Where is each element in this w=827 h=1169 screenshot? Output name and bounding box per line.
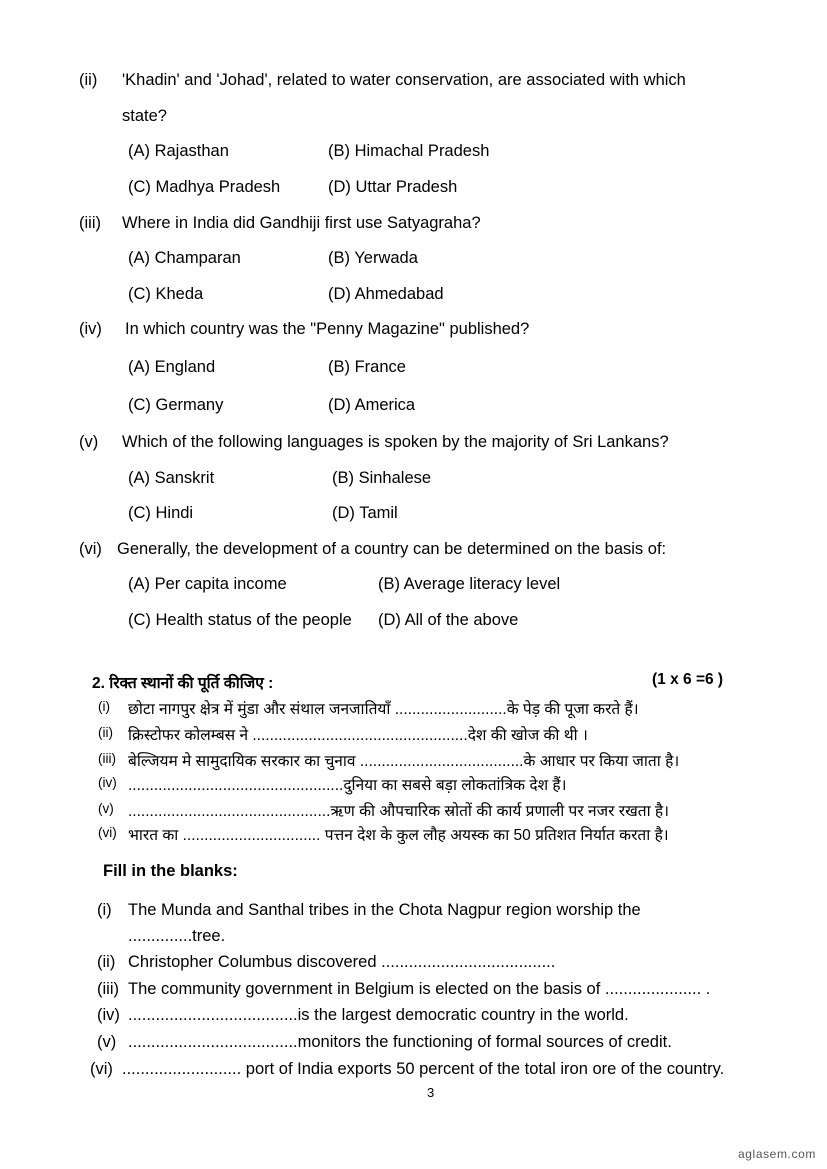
option-b: (B) Sinhalese (332, 469, 432, 487)
english-item-text-continued: ..............tree. (128, 927, 226, 945)
question-text: In which country was the "Penny Magazine" published? (125, 320, 530, 338)
english-item-number: (ii) (97, 953, 116, 971)
english-item-number: (iv) (97, 1006, 120, 1024)
question-number: (v) (79, 433, 99, 451)
option-a: (A) Per capita income (128, 575, 287, 593)
option-c: (C) Kheda (128, 285, 204, 303)
option-c: (C) Germany (128, 396, 224, 414)
english-item-text: The community government in Belgium is elected on the basis of ..................... . (128, 980, 711, 998)
english-item-number: (v) (97, 1033, 117, 1051)
hindi-item-number: (iv) (98, 775, 117, 790)
section-marks: (1 x 6 =6 ) (652, 671, 724, 688)
option-a: (A) Sanskrit (128, 469, 215, 487)
question-text: Where in India did Gandhiji first use Satyagraha? (122, 214, 481, 232)
option-a: (A) England (128, 358, 216, 376)
option-c: (C) Health status of the people (128, 611, 352, 629)
option-b: (B) France (328, 358, 406, 376)
option-c: (C) Hindi (128, 504, 194, 522)
question-number: (iv) (79, 320, 102, 338)
english-item-number: (vi) (90, 1060, 113, 1078)
option-d: (D) Tamil (332, 504, 398, 522)
hindi-item-text: बेल्जियम मे सामुदायिक सरकार का चुनाव ......................................के आधार पर किया जाता है। (128, 753, 680, 770)
option-b: (B) Himachal Pradesh (328, 142, 490, 160)
hindi-item-text: क्रिस्टोफर कोलम्बस ने ..................................................देश की खोज की थी । (128, 727, 588, 744)
option-d: (D) Ahmedabad (328, 285, 444, 303)
hindi-item-number: (vi) (98, 825, 117, 840)
option-d: (D) Uttar Pradesh (328, 178, 458, 196)
english-item-text: The Munda and Santhal tribes in the Chota Nagpur region worship the (128, 901, 641, 919)
english-item-text: .....................................monitors the functioning of formal sources of credit. (128, 1033, 672, 1051)
hindi-item-text: ..................................................दुनिया का सबसे बड़ा लोकतांत्रिक देश हैं। (128, 777, 567, 794)
question-number: (iii) (79, 214, 101, 232)
english-item-text: .....................................is the largest democratic country in the world. (128, 1006, 629, 1024)
question-text-continued: state? (122, 107, 167, 125)
hindi-item-text: छोटा नागपुर क्षेत्र में मुंडा और संथाल जनजातियाँ ..........................के पेड़ की पूजा करते हैं। (128, 701, 639, 718)
hindi-item-text: ...............................................ऋण की औपचारिक स्रोतों की कार्य प्रणाली पर नजर रखता है। (128, 803, 670, 820)
english-item-number: (iii) (97, 980, 119, 998)
question-number: (ii) (79, 71, 98, 89)
section-heading: 2. रिक्त स्थानों की पूर्ति कीजिए : (92, 675, 274, 692)
english-item-text: Christopher Columbus discovered ...................................... (128, 953, 556, 971)
page-number: 3 (427, 1085, 435, 1100)
hindi-item-number: (ii) (98, 725, 113, 740)
hindi-item-text: भारत का ................................ पत्तन देश के कुल लौह अयस्क का 50 प्रतिशत निर्यात करता है। (128, 827, 669, 844)
english-heading: Fill in the blanks: (103, 862, 238, 880)
english-item-text: .......................... port of India exports 50 percent of the total iron ore of the country. (122, 1060, 725, 1078)
option-a: (A) Champaran (128, 249, 241, 267)
option-b: (B) Yerwada (328, 249, 418, 267)
option-d: (D) All of the above (378, 611, 519, 629)
question-number: (vi) (79, 540, 102, 558)
watermark: aglasem.com (738, 1147, 816, 1161)
hindi-item-number: (v) (98, 801, 114, 816)
question-text: Which of the following languages is spoken by the majority of Sri Lankans? (122, 433, 669, 451)
hindi-item-number: (iii) (98, 751, 116, 766)
option-b: (B) Average literacy level (378, 575, 561, 593)
option-a: (A) Rajasthan (128, 142, 229, 160)
option-d: (D) America (328, 396, 416, 414)
hindi-item-number: (i) (98, 699, 110, 714)
option-c: (C) Madhya Pradesh (128, 178, 281, 196)
question-text: 'Khadin' and 'Johad', related to water conservation, are associated with which (122, 71, 686, 89)
question-text: Generally, the development of a country can be determined on the basis of: (117, 540, 667, 558)
english-item-number: (i) (97, 901, 112, 919)
